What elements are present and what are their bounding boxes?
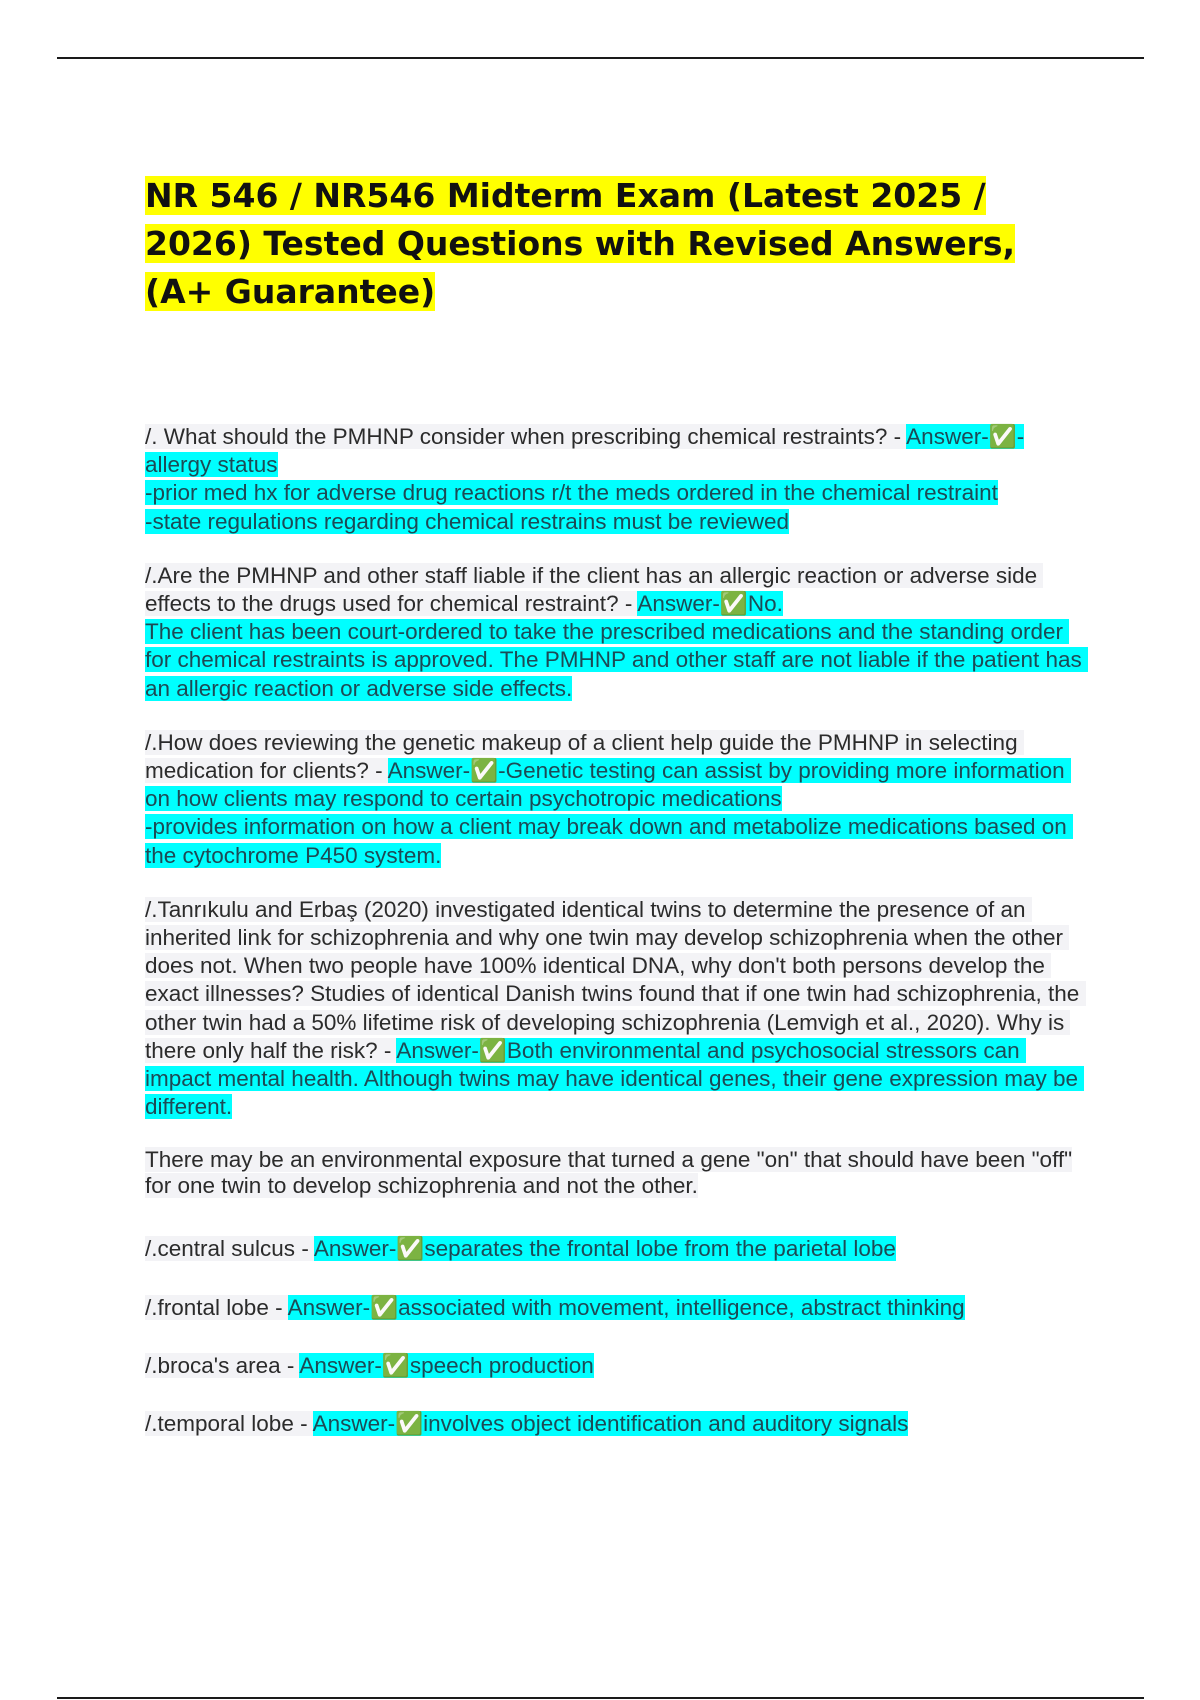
note-text: There may be an environmental exposure that turned a gene "on" that should have been "off" for one twin to develop schizophrenia and not the other.	[145, 1147, 1073, 1199]
answer-text: Answer-✅associated with movement, intelligence, abstract thinking	[287, 1294, 965, 1320]
qa-item	[145, 562, 1090, 703]
explanation-note	[145, 1147, 1090, 1199]
qa-item	[145, 1235, 1090, 1263]
question-text: /.Tanrıkulu and Erbaş (2020) investigated identical twins to determine the presence of an inherited link for schizophrenia and why one twin may develop schizophrenia when the other does not. When two people have 100% identical DNA, why don't both persons develop the exact illnesses? Studies of identical Danish twins found that if one twin had schizophrenia, the other twin had a 50% lifetime risk of developing schizophrenia (Lemvigh et al., 2020). Why is there only half the risk? -	[145, 896, 1086, 1063]
bottom-rule	[57, 1697, 1144, 1699]
answer-text: Answer-✅No. The client has been court-ordered to take the prescribed medications and the standing order for chemical restraints is approved. The PMHNP and other staff are not liable if the patient has an allergic reaction or adverse side effects.	[145, 591, 1088, 701]
question-text: /.How does reviewing the genetic makeup of a client help guide the PMHNP in selecting medication for clients? -	[145, 729, 1024, 784]
answer-text: Answer-✅-allergy status -prior med hx for adverse drug reactions r/t the meds ordered in the chemical restraint -state regulations regarding chemical restrains must be reviewed	[145, 424, 1025, 534]
qa-item	[145, 1294, 1090, 1322]
answer-text: Answer-✅Both environmental and psychosocial stressors can impact mental health. Although twins may have identical genes, their gene expression may be different.	[145, 1037, 1085, 1120]
document-body	[145, 172, 1090, 1468]
answer-text: Answer-✅separates the frontal lobe from the parietal lobe	[313, 1236, 896, 1262]
qa-item	[145, 423, 1090, 536]
title-text: NR 546 / NR546 Midterm Exam (Latest 2025 / 2026) Tested Questions with Revised Answers, (A+ Guarantee)	[145, 176, 1016, 311]
qa-item	[145, 1410, 1090, 1438]
top-rule	[57, 57, 1144, 59]
answer-text: Answer-✅-Genetic testing can assist by providing more information on how clients may respond to certain psychotropic medications -provides information on how a client may break down and metabolize medications based on the cytochrome P450 system.	[145, 758, 1073, 868]
qa-item	[145, 1352, 1090, 1380]
qa-list	[145, 423, 1090, 1438]
question-text: /.temporal lobe -	[145, 1411, 313, 1437]
document-title	[145, 172, 1090, 316]
question-text: /.broca's area -	[145, 1352, 300, 1378]
question-text: /. What should the PMHNP consider when prescribing chemical restraints? -	[145, 424, 907, 449]
qa-item	[145, 729, 1090, 870]
question-text: /.central sulcus -	[145, 1236, 314, 1262]
answer-text: Answer-✅speech production	[299, 1352, 594, 1378]
question-text: /.frontal lobe -	[145, 1294, 288, 1320]
question-text: /.Are the PMHNP and other staff liable if the client has an allergic reaction or adverse side effects to the drugs used for chemical restraint? -	[145, 562, 1044, 617]
qa-item	[145, 896, 1090, 1122]
answer-text: Answer-✅involves object identification and auditory signals	[312, 1411, 909, 1437]
